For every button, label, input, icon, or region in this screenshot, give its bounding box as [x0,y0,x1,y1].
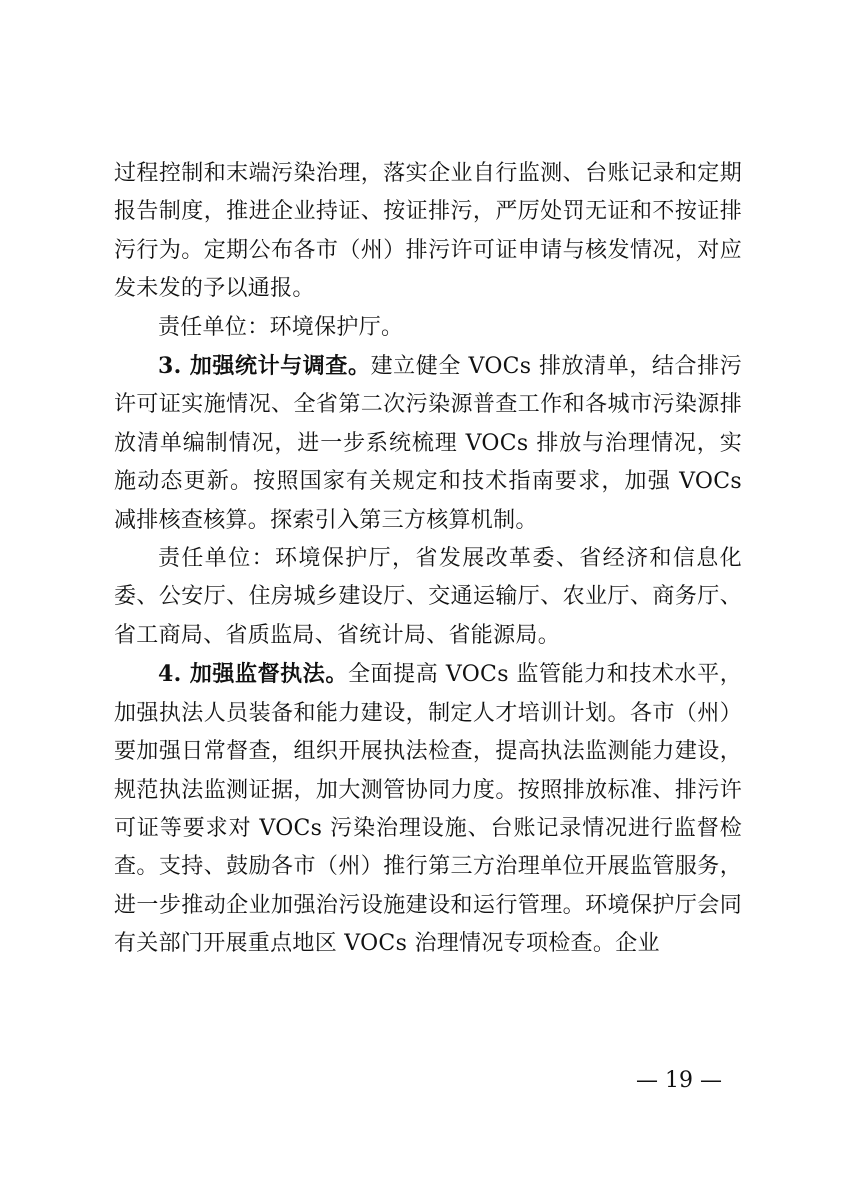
paragraph-2-responsibility [114,309,742,347]
paragraph-4-responsibility [114,540,742,655]
paragraph-5-text: 全面提高 VOCs 监管能力和技术水平，加强执法人员装备和能力建设，制定人才培训计划。各市（州）要加强日常督查，组织开展执法检查，提高执法监测能力建设，规范执法监测证据，加大测管协同力度。按照排放标准、排污许可证等要求对 VOCs 污染治理设施、台账记录情况进行监督检查。支持、鼓励各市（州）推行第三方治理单位开展监管服务，进一步推动企业加强治污设施建设和运行管理。环境保护厅会同有关部门开展重点地区 VOCs 治理情况专项检查。企业 [114,662,742,957]
paragraph-3-text: 建立健全 VOCs 排放清单，结合排污许可证实施情况、全省第二次污染源普查工作和各城市污染源排放清单编制情况，进一步系统梳理 VOCs 排放与治理情况，实施动态更新。按照国家有关规定和技术指南要求，加强 VOCs 减排核查核算。探索引入第三方核算机制。 [114,354,742,533]
paragraph-1 [114,155,742,309]
paragraph-1-text: 过程控制和末端污染治理，落实企业自行监测、台账记录和定期报告制度，推进企业持证、按证排污，严厉处罚无证和不按证排污行为。定期公布各市（州）排污许可证申请与核发情况，对应发未发的予以通报。 [114,161,742,302]
section-3-heading: 3. 加强统计与调查。 [158,353,371,380]
paragraph-4-text: 责任单位：环境保护厅，省发展改革委、省经济和信息化委、公安厅、住房城乡建设厅、交通运输厅、农业厅、商务厅、省工商局、省质监局、省统计局、省能源局。 [114,546,742,648]
document-body [114,155,742,964]
section-4-heading: 4. 加强监督执法。 [158,661,348,688]
paragraph-3-statistics [114,347,742,540]
paragraph-5-enforcement [114,655,742,963]
paragraph-2-text: 责任单位：环境保护厅。 [158,314,404,340]
page-number: — 19 — [636,1068,722,1093]
